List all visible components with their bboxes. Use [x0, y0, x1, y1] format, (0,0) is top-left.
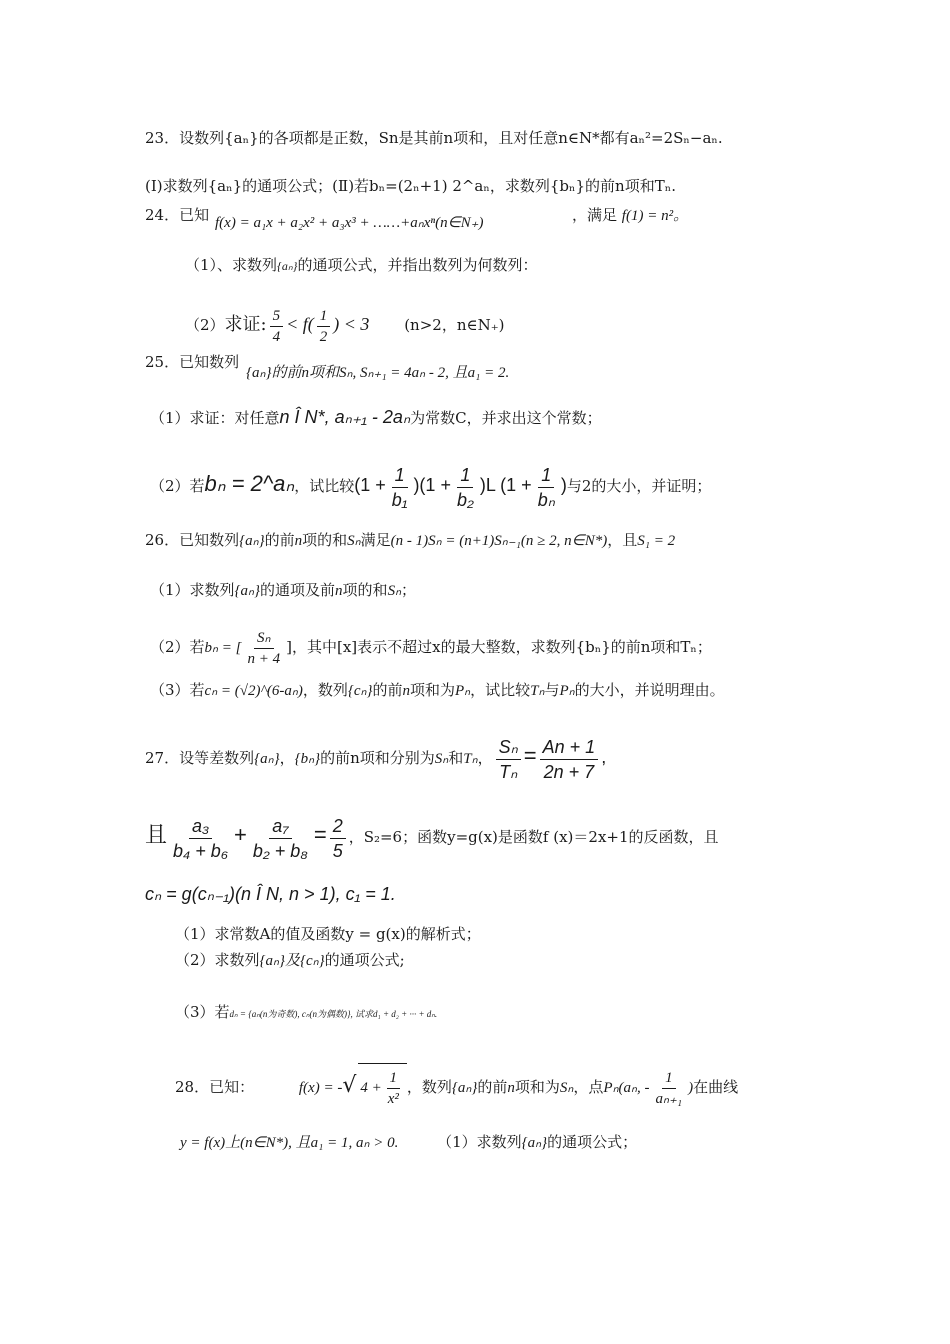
- p27-q3-a: （3）若: [175, 1003, 230, 1021]
- p28-f: f(x) = -: [298, 1080, 343, 1096]
- p25-q1-c: 为常数C，并求出这个常数；: [410, 409, 602, 427]
- p24-q2-cond: (n>2，n∈N₊): [404, 316, 505, 334]
- p26-q2-frac-den: n + 4: [247, 650, 281, 667]
- p26-q1-c: 的通项及前: [260, 581, 336, 599]
- p27-line2: [145, 807, 719, 865]
- p28-sqrt-den: x²: [387, 1091, 399, 1108]
- p24-q2-half-den: 2: [319, 328, 328, 345]
- p26-q3-c: ，数列: [302, 681, 348, 699]
- p25-q1-a: （1）求证：对任意: [150, 409, 280, 427]
- p26-q1: [150, 580, 416, 601]
- p24-q2: [185, 304, 505, 347]
- p24-q2-a: （2）: [185, 316, 225, 334]
- p26-intro: 26．已知数列: [145, 531, 240, 549]
- p26-q3-i: ，试比较: [470, 681, 531, 699]
- p27-sep: ，: [279, 749, 295, 767]
- p24-formula: [215, 212, 484, 233]
- p25-q2-frac3-num: 1: [538, 463, 554, 488]
- p26-q3-m: 的大小，并说明理由。: [574, 681, 725, 699]
- p27-frac-num: Sₙ: [496, 735, 521, 760]
- p26-q1-a: （1）求数列: [150, 581, 235, 599]
- p26-q3-e: 的前: [372, 681, 403, 699]
- p24-q1: [185, 255, 537, 276]
- p27-q2-a: （2）求数列: [175, 951, 260, 969]
- p28-l2: y = f(x)上(n∈N*), 且a₁ = 1, aₙ > 0.: [180, 1135, 399, 1151]
- p24-q1-seq: {aₙ}: [277, 259, 298, 273]
- p25-q2-h: 与2的大小，并证明；: [566, 477, 712, 495]
- p27-l2-f1: [170, 814, 231, 863]
- p28-q1-c: 的通项公式；: [547, 1133, 638, 1151]
- p25-q2-d: (1 +: [354, 475, 386, 495]
- p28-q1-b: {aₙ}: [521, 1135, 548, 1151]
- p27-l2-plus: +: [234, 822, 247, 847]
- p27-q2-c: 的通项公式;: [324, 951, 405, 969]
- p26-q3-g: 项和为: [410, 681, 456, 699]
- p26-line1: [145, 530, 675, 551]
- p26-txt2: 项的和: [302, 531, 348, 549]
- p28-S: Sₙ: [559, 1080, 574, 1096]
- p28-line2: [180, 1132, 637, 1153]
- p26-txt4: ，且: [607, 531, 638, 549]
- p28-P-den: aₙ₊₁: [655, 1090, 683, 1107]
- p26-q3: [150, 680, 725, 701]
- p24-q2-mid: < f(: [286, 314, 314, 334]
- p27-comma: ，: [477, 749, 493, 767]
- p26-q2-frac-num: Sₙ: [254, 628, 273, 649]
- p23-line2: (Ⅰ)求数列{aₙ}的通项公式；(Ⅱ)若bₙ=(2ₙ+1) 2^aₙ，求数列{bₙ}的前n项和Tₙ.: [145, 177, 676, 195]
- p27-l2-eq: =: [313, 822, 327, 847]
- p28-P-end: ): [688, 1080, 694, 1096]
- p27-l2-f2-den: b₂ + b₈: [252, 840, 308, 861]
- p26-q1-g: ；: [401, 581, 417, 599]
- p27-a: {aₙ}: [254, 751, 280, 767]
- p28-n: n: [507, 1080, 515, 1096]
- p25-q2-f: )L (1 +: [479, 475, 532, 495]
- p28-txt5: 在曲线: [693, 1078, 739, 1096]
- p27-rhs-den: 2n + 7: [543, 761, 595, 782]
- p26-n: n: [294, 533, 303, 549]
- p24-q2-end: ) < 3: [333, 314, 370, 334]
- p24-cond-formula: f(1) = n²。: [621, 208, 689, 224]
- p27-l2-f3-den: 5: [332, 840, 343, 861]
- p27-q2: [175, 950, 405, 971]
- p25-q2-g: ): [560, 475, 567, 495]
- p28-txt1: ，数列: [406, 1078, 452, 1096]
- p27-l2-f3-num: 2: [330, 814, 346, 839]
- p27-q3: [175, 1002, 437, 1024]
- p24-intro-text: 24．已知: [145, 206, 210, 224]
- p27-txt1: 的前n项和分别为: [320, 749, 435, 767]
- p26-q2-frac: [244, 628, 283, 669]
- p26-q3-j: Tₙ: [530, 683, 545, 699]
- p25-q1: [150, 407, 602, 428]
- p26-q3-d: {cₙ}: [347, 683, 373, 699]
- p27-rhs: [540, 735, 599, 784]
- p27-intro: 27．设等差数列: [145, 749, 255, 767]
- p26-formula: (n - 1)Sₙ = (n+1)Sₙ₋₁(n ≥ 2, n∈N*): [390, 533, 608, 549]
- p25-q2: [150, 456, 711, 514]
- p26-q3-k: 与: [544, 681, 560, 699]
- p26-S1: S₁ = 2: [637, 533, 676, 549]
- p24-formula-text: f(x) = a₁x + a₂x² + a₃x³ + ……+aₙxⁿ(n∈N₊): [215, 215, 484, 231]
- p25-q2-frac1: [389, 463, 411, 512]
- p26-seq: {aₙ}: [239, 533, 265, 549]
- p25-q2-frac2-num: 1: [457, 463, 473, 488]
- p28-intro: 28．已知：: [175, 1078, 255, 1096]
- p27-rhs-num: An + 1: [540, 735, 599, 760]
- p27-line1: [145, 728, 606, 787]
- p27-l2-f1-den: b₄ + b₆: [173, 840, 229, 861]
- p28-txt3: 项和为: [514, 1078, 560, 1096]
- p26-q3-h: Pₙ: [455, 683, 471, 699]
- p27-q2-b: {aₙ}及{cₙ}: [259, 953, 325, 969]
- p26-S: Sₙ: [347, 533, 361, 549]
- p27-eq: =: [523, 743, 537, 768]
- p27-q1: （1）求常数A的值及函数y = g(x)的解析式；: [175, 925, 481, 943]
- p27-l2-b: ，S₂=6；函数y=g(x)是函数f (x)＝2x+1的反函数，且: [348, 828, 719, 846]
- p27-b: {bₙ}: [294, 751, 321, 767]
- p25-formula-text: {aₙ}的前n项和Sₙ, Sₙ₊₁ = 4aₙ - 2, 且a₁ = 2.: [246, 365, 510, 381]
- p27-l2-f2-num: a₇: [269, 814, 291, 839]
- p26-q1-d: n: [335, 583, 343, 599]
- p26-q2-c: ]，其中[x]表示不超过x的最大整数，求数列{bₙ}的前n项和Tₙ；: [286, 638, 712, 656]
- p24-q2-frac-num: 5: [270, 306, 284, 327]
- p27-S: Sₙ: [434, 751, 449, 767]
- p27-l2-f3: [330, 814, 346, 863]
- p28-sqrt: [358, 1063, 407, 1112]
- p25-q2-frac3: [535, 463, 558, 512]
- p28-a: {aₙ}: [451, 1080, 478, 1096]
- p24-cond-text: ，满足: [572, 206, 618, 224]
- p26-q1-e: 项的和: [342, 581, 388, 599]
- p25-q2-frac3-den: bₙ: [537, 489, 555, 510]
- p26-q3-b: cₙ = (√2)^(6-aₙ): [204, 683, 303, 699]
- p26-q3-l: Pₙ: [559, 683, 575, 699]
- p28-sqrt-num: 1: [387, 1068, 401, 1089]
- p26-q2-a: （2）若: [150, 638, 205, 656]
- p24-q2-frac: [270, 306, 284, 347]
- p28-sqrt-a: 4 +: [360, 1080, 382, 1096]
- p28-q1-a: （1）求数列: [437, 1133, 522, 1151]
- p27-line3: cₙ = g(cₙ₋₁)(n Î N, n > 1), c₁ = 1.: [145, 884, 396, 904]
- p27-l2-f1-num: a₃: [189, 814, 212, 839]
- p27-T: Tₙ: [463, 751, 478, 767]
- p27-tail: ,: [601, 747, 607, 767]
- p28-P-frac: [653, 1068, 686, 1109]
- p25-q2-a: （2）若: [150, 477, 205, 495]
- p28-line1: [175, 1062, 738, 1112]
- p24-q2-half-num: 1: [317, 306, 331, 327]
- p27-and: 和: [448, 749, 464, 767]
- p24-q2-half: [317, 306, 331, 347]
- p25-q2-frac1-den: b₁: [391, 489, 408, 510]
- p23-line1: 23．设数列{aₙ}的各项都是正数，Sn是其前n项和，且对任意n∈N*都有aₙ²=2Sₙ−aₙ.: [145, 129, 723, 147]
- p28-txt2: 的前: [477, 1078, 508, 1096]
- p25-q2-frac2-den: b₂: [456, 489, 474, 510]
- p28-txt4: ，点: [573, 1078, 604, 1096]
- p26-q1-f: Sₙ: [387, 583, 402, 599]
- p27-frac: [496, 735, 521, 784]
- p24-q1-c: 的通项公式，并指出数列为何数列：: [297, 256, 538, 274]
- p27-l2-a: 且: [145, 823, 168, 848]
- p26-txt3: 满足: [360, 531, 391, 549]
- p26-q2: [150, 625, 712, 670]
- p24-intro: [145, 205, 209, 225]
- p25-q1-b: n Î N*, aₙ₊₁ - 2aₙ: [279, 407, 411, 427]
- p24-cond: [572, 205, 688, 226]
- p25-q2-b: bₙ = 2^aₙ: [204, 471, 295, 496]
- p28-P-num: 1: [662, 1068, 676, 1089]
- p25-formula: [246, 362, 509, 383]
- p25-intro-text: 25．已知数列: [145, 353, 240, 371]
- p28-root-sign: √: [342, 1073, 357, 1098]
- p27-l2-f2: [250, 814, 311, 863]
- p25-q2-frac2: [454, 463, 477, 512]
- p26-q3-f: n: [402, 683, 410, 699]
- p28-sqrt-frac: [385, 1068, 402, 1109]
- p24-q2-frac-den: 4: [272, 328, 281, 345]
- p25-q2-c: ，试比较: [294, 477, 355, 495]
- p24-q1-a: （1）、求数列: [185, 256, 278, 274]
- p27-frac-den: Tₙ: [499, 761, 518, 782]
- p26-q3-a: （3）若: [150, 681, 205, 699]
- p24-q2-b: 求证:: [224, 314, 267, 335]
- p26-txt1: 的前: [264, 531, 295, 549]
- p27-q3-b: dₙ = {aₙ(n为奇数), cₙ(n为偶数)}, 试求d₁ + d₂ + ··· + dₙ.: [229, 1009, 438, 1019]
- p25-q2-frac1-num: 1: [392, 463, 408, 488]
- p25-intro: [145, 352, 239, 372]
- p26-q1-b: {aₙ}: [234, 583, 261, 599]
- p26-q2-b: bₙ = [: [204, 640, 242, 656]
- p25-q2-e: )(1 +: [413, 475, 451, 495]
- p28-P: Pₙ(aₙ, -: [603, 1080, 650, 1096]
